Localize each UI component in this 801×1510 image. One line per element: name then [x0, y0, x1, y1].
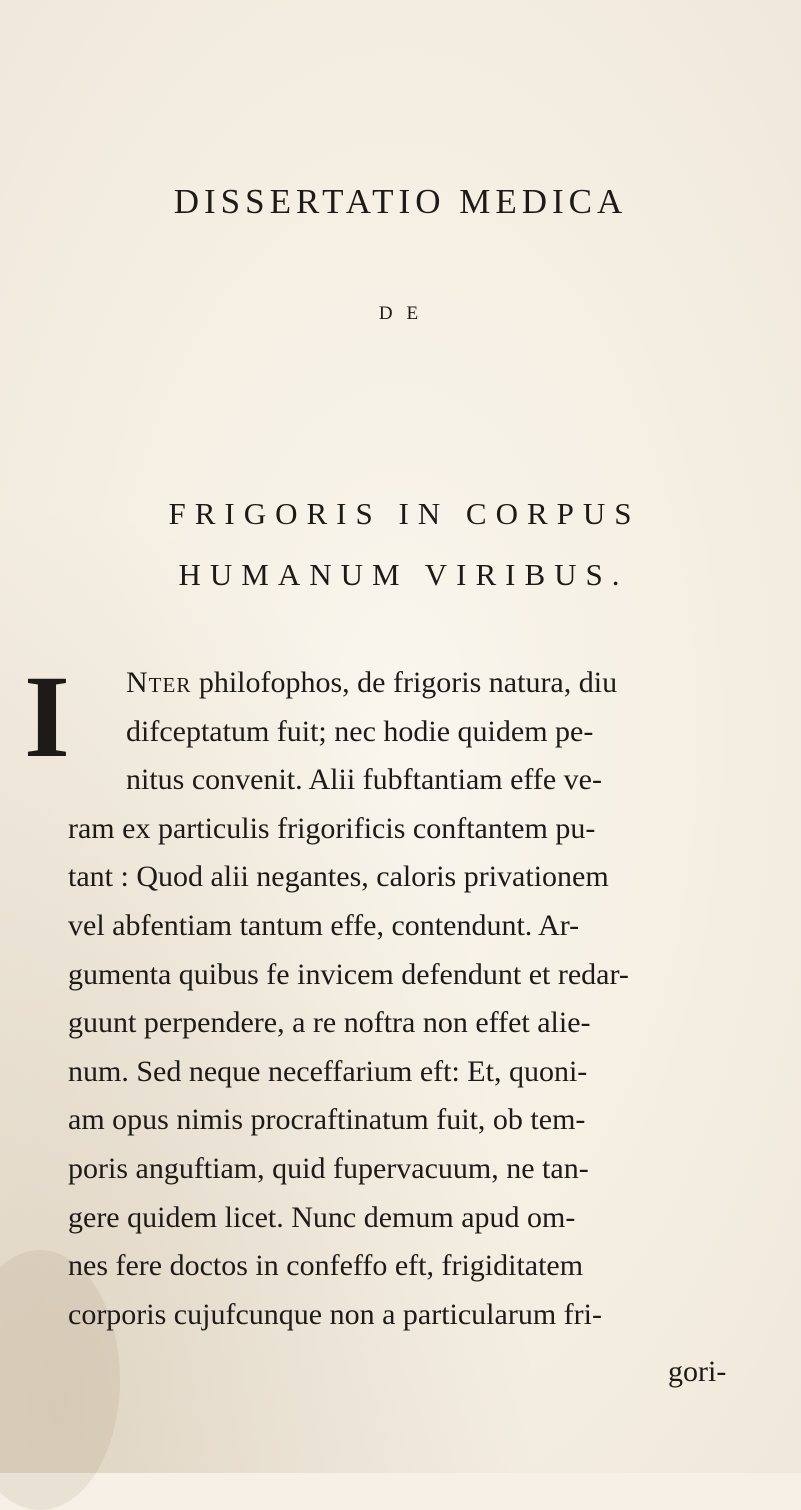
- text-line: ram ex particulis frigorificis conftantem pu-: [68, 811, 596, 845]
- text-line: guunt perpendere, a re noftra non effet alie-: [68, 1006, 591, 1040]
- catchword: gori-: [668, 1355, 727, 1388]
- text-line: gere quidem licet. Nunc demum apud om-: [68, 1200, 576, 1234]
- first-word-smallcaps: Nter: [126, 666, 192, 699]
- body-text: [24, 651, 788, 1339]
- text-line: nes fere doctos in confeffo eft, frigiditatem: [68, 1249, 584, 1283]
- text-line: corporis cujufcunque non a particularum fri-: [68, 1297, 602, 1331]
- drop-cap: I: [24, 651, 70, 782]
- text-line: nitus convenit. Alii fubftantiam effe ve-: [126, 763, 602, 797]
- document-title: DISSERTATIO MEDICA: [173, 182, 628, 221]
- text-line: vel abfentiam tantum effe, contendunt. Ar-: [68, 908, 580, 942]
- subtitle-line-2: HUMANUM VIRIBUS.: [178, 557, 629, 592]
- text-line: [68, 659, 788, 708]
- title-de: DE: [378, 303, 433, 324]
- text-line: tant : Quod alii negantes, caloris privationem: [68, 860, 609, 894]
- subtitle-line-1: FRIGORIS IN CORPUS: [168, 496, 641, 531]
- text-line: num. Sed neque neceffarium eft: Et, quoni-: [68, 1054, 588, 1088]
- text-line: am opus nimis procraftinatum fuit, ob tem-: [68, 1103, 586, 1137]
- text-line: poris anguftiam, quid fupervacuum, ne tan-: [68, 1151, 589, 1185]
- text-line-content: philofophos, de frigoris natura, diu: [191, 666, 618, 699]
- text-line: gumenta quibus fe invicem defendunt et redar-: [68, 957, 629, 991]
- text-line: difceptatum fuit; nec hodie quidem pe-: [126, 714, 594, 748]
